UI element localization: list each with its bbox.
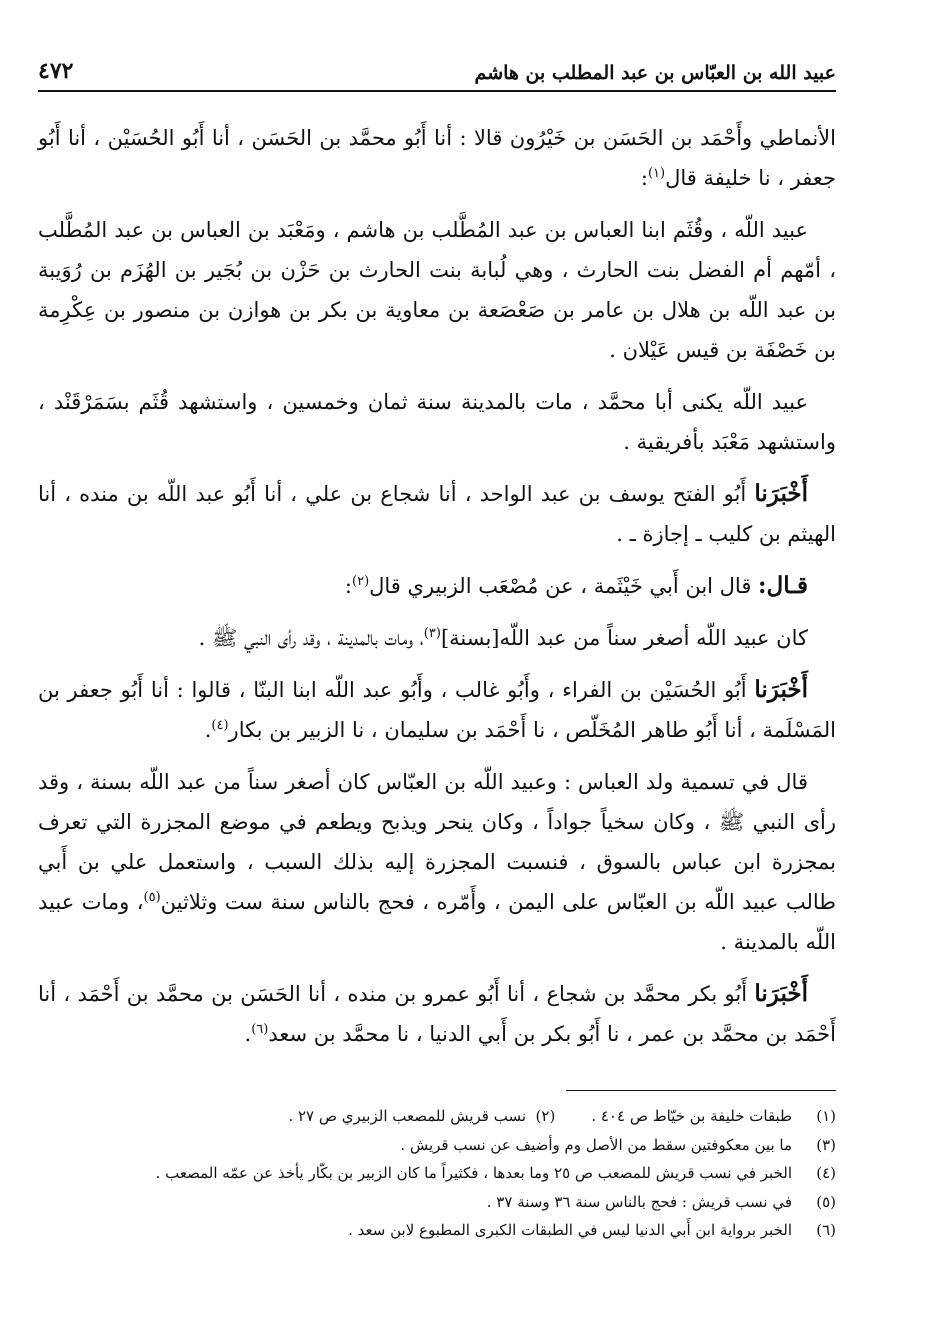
paragraph-5: قـال: قال ابن أَبي خَيْثَمة ، عن مُصْعَب الزبيري قال$^{(٢)}$: bbox=[344, 572, 808, 599]
paragraph-3: عبيد اللّه يكنى أبا محمَّد ، مات بالمدينة سنة ثمان وخمسين ، واستشهد قُثَم بسَمَرْقَنْد ، واستشهد مَعْبَد بأفريقية . bbox=[38, 390, 836, 454]
footnote-ref-2[interactable]: (٢) bbox=[352, 574, 370, 589]
footnote-4: (٤) الخبر في نسب قريش للمصعب ص ٢٥ وما بعدها ، فكثيراً ما كان الزبير بن بكّار يأخذ عن عمّه المصعب . bbox=[155, 1164, 836, 1182]
paragraph-6: كان عبيد اللّه أصغر سناً من عبد اللّه[بسنة]$^{(٣)}$، ومات بالمدينة ، وقد رأى النبي ﷺ . bbox=[198, 626, 808, 650]
keyword-akhbarana: أَخْبَرَنا bbox=[754, 980, 808, 1007]
paragraph-1: الأنماطي وأَحْمَد بن الحَسَن بن خَيْرُون قالا : أنا أَبُو محمَّد بن الحَسَن ، أنا أَبُو الحُسَيْن ، أنا أَبُو جعفر ، نا خليفة قال$^{(١)}$: bbox=[38, 126, 836, 190]
footnote-ref-4[interactable]: (٤) bbox=[211, 718, 229, 733]
footnote-2-text: نسب قريش للمصعب الزبيري ص ٢٧ . bbox=[288, 1107, 526, 1125]
footnote-ref-1[interactable]: (١) bbox=[647, 166, 666, 181]
footnote-6: (٦) الخبر برواية ابن أَبي الدنيا ليس في الطبقات الكبرى المطبوع لابن سعد . bbox=[348, 1221, 836, 1239]
page-number: ٤٧٢ bbox=[38, 58, 74, 84]
paragraph-2: عبيد اللّه ، وقُثَم ابنا العباس بن عبد المُطَّلب بن هاشم ، ومَعْبَد بن العباس بن عبد المُطَّلب ، أمّهم أم الفضل بنت الحارث ، وهي لُبابة بنت الحارث بن حَزْن بن بُجَير بن الهُزَم بن رُوَيبة بن عبد اللّه بن هلال بن عامر بن صَعْصَعة بن معاوية بن بكر بن هوازن بن منصور بن عِكْرِمة بن خَصْفَة بن قيس عَيْلان . bbox=[38, 218, 836, 362]
paragraph-8: قال في تسمية ولد العباس : وعبيد اللّه بن العبّاس كان أصغر سناً من عبد اللّه بسنة ، وقد رأى النبي ﷺ ، وكان سخياً جواداً ، وكان ينحر ويذبح ويطعم في موضع المجزرة التي تعرف بمجزرة ابن عباس بالسوق ، فنسبت المجزرة إليه بذلك السبب ، واستعمل علي بن أَبي طالب عبيد اللّه بن العبّاس على اليمن ، وأَمّره ، فحج بالناس سنة ست وثلاثين$^{(٥)}$، ومات عبيد اللّه بالمدينة . bbox=[38, 770, 836, 954]
footnote-3: (٣) ما بين معكوفتين سقط من الأصل وم وأضيف عن نسب قريش . bbox=[400, 1135, 836, 1154]
page-header bbox=[38, 58, 836, 92]
paragraph-9: أَخْبَرَنا أَبُو بكر محمَّد بن شجاع ، أنا أَبُو عمرو بن منده ، أنا الحَسَن بن محمَّد بن أَحْمَد ، أنا أَحْمَد بن محمَّد بن عمر ، نا أَبُو بكر بن أَبي الدنيا ، نا محمَّد بن سعد$^{(٦)}$. bbox=[38, 980, 836, 1046]
keyword-akhbarana: أَخْبَرَنا bbox=[754, 480, 808, 507]
footnotes bbox=[38, 1102, 836, 1245]
footnote-ref-3[interactable]: (٣) bbox=[423, 626, 441, 641]
keyword-akhbarana: أَخْبَرَنا bbox=[754, 676, 808, 703]
paragraph-7: أَخْبَرَنا أَبُو الحُسَيْن بن الفراء ، وأَبُو غالب ، وأَبُو عبد اللّه ابنا البنّا ، قالوا : أنا أَبُو جعفر بن المَسْلَمة ، أنا أَبُو طاهر المُخَلّص ، نا أَحْمَد بن سليمان ، نا الزبير بن بكار$^{(٤)}$. bbox=[38, 676, 836, 742]
footnote-divider bbox=[566, 1090, 836, 1091]
footnote-5: (٥) في نسب قريش : فحج بالناس سنة ٣٦ وسنة ٣٧ . bbox=[486, 1192, 836, 1211]
footnote-ref-6[interactable]: (٦) bbox=[251, 1022, 269, 1037]
footnote-1: (١) طبقات خليفة بن خيّاط ص ٤٠٤ . (٢) نسب قريش للمصعب الزبيري ص ٢٧ . bbox=[38, 1102, 836, 1131]
keyword-qala: قـال: bbox=[758, 572, 808, 599]
footnote-2-num: (٢) bbox=[535, 1107, 556, 1125]
paragraph-4: أَخْبَرَنا أَبُو الفتح يوسف بن عبد الواحد ، أنا شجاع بن علي ، أنا أَبُو عبد اللّه بن منده ، أنا الهيثم بن كليب ـ إجازة ـ . bbox=[38, 480, 836, 546]
main-text bbox=[38, 118, 836, 1066]
running-title: عبيد الله بن العبّاس بن عبد المطلب بن هاشم bbox=[474, 62, 836, 84]
footnote-ref-5[interactable]: (٥) bbox=[143, 890, 161, 905]
